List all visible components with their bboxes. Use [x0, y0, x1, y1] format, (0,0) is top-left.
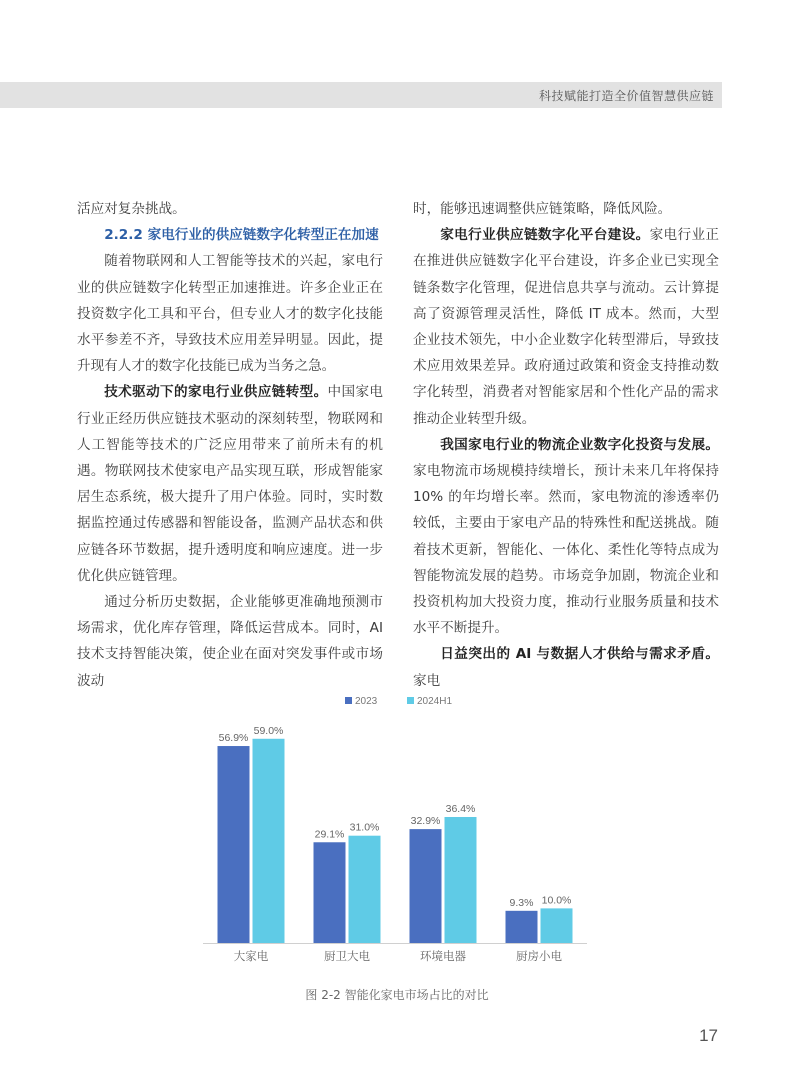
legend-label-2023: 2023: [355, 696, 378, 707]
bar-2023-0: [218, 746, 250, 943]
lead-tech-driven: 技术驱动下的家电行业供应链转型。: [104, 384, 328, 401]
lead-talent: 日益突出的 AI 与数据人才供给与需求矛盾。: [440, 646, 719, 663]
right-paragraph-continuation: 时，能够迅速调整供应链策略，降低风险。: [413, 201, 672, 217]
data-label-2024H1-2: 36.4%: [445, 803, 476, 815]
lead-platform: 家电行业供应链数字化平台建设。: [440, 227, 650, 244]
bar-2024H1-3: [541, 908, 573, 943]
left-paragraph-3: [77, 379, 383, 589]
legend-swatch-2024H1: [407, 697, 414, 704]
legend-label-2024H1: 2024H1: [417, 696, 453, 707]
data-label-2023-3: 9.3%: [509, 896, 534, 909]
right-paragraph-2-body: 家电行业正在推进供应链数字化平台建设，许多企业已实现全链条数字化管理，促进信息共享与流动。云计算提高了资源管理灵活性，降低 IT 成本。然而，大型企业技术领先，中小企业数字化转型滞后，导致技术应用效果差异。政府通过政策和资金支持推动数字化转型，消费者对智能家居和个性化产品的需求推动企业转型升级。: [413, 227, 720, 427]
header-band: [0, 82, 722, 108]
left-paragraph-4: 通过分析历史数据，企业能够更准确地预测市场需求，优化库存管理，降低运营成本。同时，AI 技术支持智能决策，使企业在面对突发事件或市场波动: [77, 594, 383, 689]
right-paragraph-2: [413, 222, 719, 432]
category-label-0: 大家电: [233, 949, 269, 963]
section-subheading: 2.2.2 家电行业的供应链数字化转型正在加速: [104, 227, 379, 244]
data-label-2024H1-0: 59.0%: [253, 724, 284, 737]
bar-2023-3: [506, 911, 538, 943]
left-paragraph-continuation: 活应对复杂挑战。: [77, 201, 186, 217]
market-share-chart: [195, 688, 595, 973]
bar-2023-2: [410, 829, 442, 943]
page-number: 17: [699, 1026, 718, 1045]
lead-logistics: 我国家电行业的物流企业数字化投资与发展。: [440, 436, 719, 453]
right-paragraph-4-body: 家电: [413, 672, 441, 689]
legend-swatch-2023: [345, 697, 352, 704]
right-paragraph-4: [413, 641, 719, 693]
right-paragraph-3: [413, 432, 719, 642]
left-paragraph-3-body: 中国家电行业正经历供应链技术驱动的深刻转型，物联网和人工智能等技术的广泛应用带来了前所未有的机遇。物联网技术使家电产品实现互联，形成智能家居生态系统，极大提升了用户体验。同时，实时数据监控通过传感器和智能设备，监测产品状态和供应链各环节数据，提升透明度和响应速度。进一步优化供应链管理。: [77, 384, 384, 584]
category-label-2: 环境电器: [420, 949, 466, 963]
bar-2024H1-2: [445, 817, 477, 943]
data-label-2023-2: 32.9%: [410, 815, 441, 828]
bar-2024H1-0: [253, 739, 285, 943]
left-paragraph-2: 随着物联网和人工智能等技术的兴起，家电行业的供应链数字化转型正加速推进。许多企业正在投资数字化工具和平台，但专业人才的数字化技能水平参差不齐，导致技术应用差异明显。因此，提升现有人才的数字化技能已成为当务之急。: [77, 253, 383, 375]
category-label-3: 厨房小电: [516, 949, 562, 963]
data-label-2023-0: 56.9%: [218, 732, 249, 745]
left-column: [77, 196, 383, 694]
bar-2023-1: [314, 842, 346, 943]
running-header-title: 科技赋能打造全价值智慧供应链: [538, 89, 714, 103]
right-paragraph-3-body: 家电物流市场规模持续增长，预计未来几年将保持 10% 的年均增长率。然而，家电物流的渗透率仍较低，主要由于家电产品的特殊性和配送挑战。随着技术更新，智能化、一体化、柔性化等特点成为智能物流发展的趋势。市场竞争加剧，物流企业和投资机构加大投资力度，推动行业服务质量和技术水平不断提升。: [413, 463, 719, 637]
data-label-2024H1-3: 10.0%: [541, 894, 572, 907]
bar-2024H1-1: [349, 836, 381, 943]
data-label-2023-1: 29.1%: [314, 828, 345, 841]
category-label-1: 厨卫大电: [324, 949, 370, 963]
figure-caption: 图 2-2 智能化家电市场占比的对比: [305, 988, 489, 1002]
right-column: [413, 196, 719, 694]
bar-chart-svg: [195, 688, 595, 973]
data-label-2024H1-1: 31.0%: [349, 821, 380, 834]
